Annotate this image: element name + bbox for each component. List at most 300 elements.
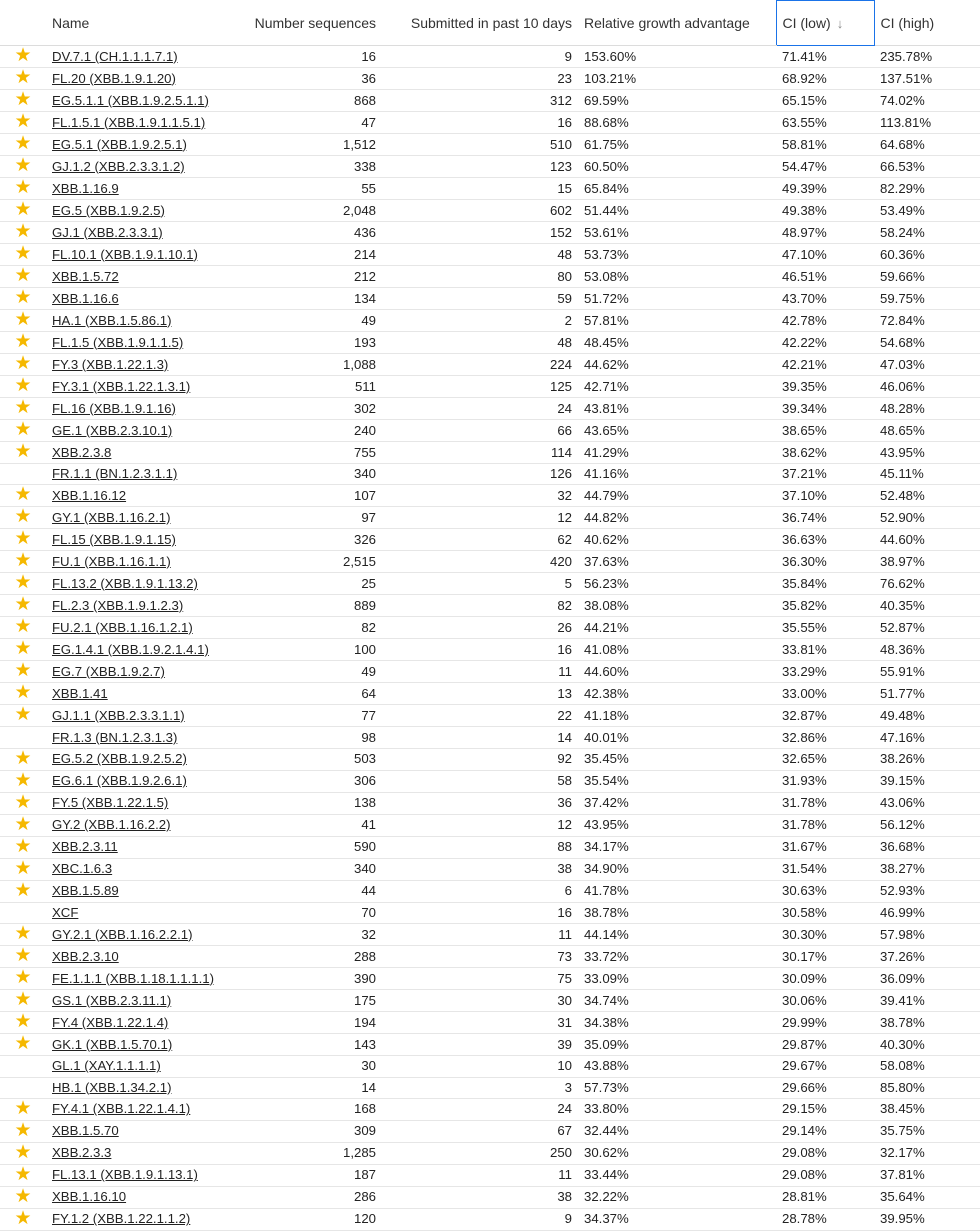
number-sequences-cell: 138 — [248, 792, 382, 814]
lineage-link[interactable]: FL.1.5.1 (XBB.1.9.1.1.5.1) — [52, 114, 206, 130]
table-row — [0, 924, 980, 946]
star-cell — [0, 705, 46, 727]
ci-high-cell: 55.91% — [874, 661, 980, 683]
lineage-link[interactable]: FL.16 (XBB.1.9.1.16) — [52, 400, 176, 416]
ci-low-cell: 63.55% — [776, 112, 874, 134]
star-icon: ★ — [14, 133, 32, 154]
name-cell — [46, 112, 248, 134]
submitted-past-10-days-cell: 12 — [382, 814, 578, 836]
relative-growth-advantage-cell: 48.45% — [578, 332, 776, 354]
header-ci-low-label: CI (low) — [782, 15, 831, 31]
submitted-past-10-days-cell: 30 — [382, 990, 578, 1012]
star-cell — [0, 617, 46, 639]
lineage-link[interactable]: FL.15 (XBB.1.9.1.15) — [52, 531, 176, 547]
name-cell — [46, 420, 248, 442]
lineage-link[interactable]: GJ.1.2 (XBB.2.3.3.1.2) — [52, 158, 185, 174]
star-cell — [0, 683, 46, 705]
name-cell — [46, 792, 248, 814]
star-cell — [0, 200, 46, 222]
ci-low-cell: 43.70% — [776, 288, 874, 310]
star-cell — [0, 1186, 46, 1208]
lineage-link[interactable]: FY.5 (XBB.1.22.1.5) — [52, 795, 169, 811]
ci-high-cell: 54.68% — [874, 332, 980, 354]
ci-low-cell: 35.82% — [776, 595, 874, 617]
lineage-link[interactable]: FY.3.1 (XBB.1.22.1.3.1) — [52, 378, 191, 394]
name-cell — [46, 946, 248, 968]
table-row — [0, 1077, 980, 1098]
header-relative-growth-advantage[interactable]: Relative growth advantage — [578, 1, 776, 46]
ci-high-cell: 32.17% — [874, 1142, 980, 1164]
number-sequences-cell: 390 — [248, 968, 382, 990]
lineage-link[interactable]: EG.7 (XBB.1.9.2.7) — [52, 663, 165, 679]
lineage-link[interactable]: FL.2.3 (XBB.1.9.1.2.3) — [52, 597, 184, 613]
submitted-past-10-days-cell: 22 — [382, 705, 578, 727]
ci-high-cell: 48.28% — [874, 398, 980, 420]
ci-high-cell: 38.26% — [874, 748, 980, 770]
star-cell — [0, 529, 46, 551]
lineage-link[interactable]: GL.1 (XAY.1.1.1.1) — [52, 1058, 161, 1074]
table-row — [0, 1142, 980, 1164]
star-cell — [0, 639, 46, 661]
submitted-past-10-days-cell: 11 — [382, 1164, 578, 1186]
ci-low-cell: 30.06% — [776, 990, 874, 1012]
number-sequences-cell: 134 — [248, 288, 382, 310]
table-row — [0, 573, 980, 595]
star-cell — [0, 332, 46, 354]
submitted-past-10-days-cell: 66 — [382, 420, 578, 442]
star-cell — [0, 1142, 46, 1164]
lineage-link[interactable]: FR.1.1 (BN.1.2.3.1.1) — [52, 466, 178, 482]
lineage-link[interactable]: XBB.2.3.3 — [52, 1145, 112, 1161]
number-sequences-cell: 187 — [248, 1164, 382, 1186]
lineage-link[interactable]: FL.1.5 (XBB.1.9.1.1.5) — [52, 334, 184, 350]
lineage-link[interactable]: FL.20 (XBB.1.9.1.20) — [52, 70, 176, 86]
submitted-past-10-days-cell: 80 — [382, 266, 578, 288]
submitted-past-10-days-cell: 114 — [382, 442, 578, 464]
table-row — [0, 420, 980, 442]
lineage-link[interactable]: GY.1 (XBB.1.16.2.1) — [52, 509, 171, 525]
star-icon: ★ — [14, 199, 32, 220]
submitted-past-10-days-cell: 152 — [382, 222, 578, 244]
lineage-link[interactable]: FY.4.1 (XBB.1.22.1.4.1) — [52, 1101, 191, 1117]
star-cell — [0, 814, 46, 836]
lineage-link[interactable]: XBC.1.6.3 — [52, 861, 113, 877]
star-icon: ★ — [14, 155, 32, 176]
lineage-link[interactable]: GK.1 (XBB.1.5.70.1) — [52, 1036, 173, 1052]
lineage-link[interactable]: DV.7.1 (CH.1.1.1.7.1) — [52, 48, 178, 64]
table-row — [0, 332, 980, 354]
lineage-link[interactable]: HB.1 (XBB.1.34.2.1) — [52, 1079, 172, 1095]
table-row — [0, 288, 980, 310]
relative-growth-advantage-cell: 60.50% — [578, 156, 776, 178]
submitted-past-10-days-cell: 16 — [382, 639, 578, 661]
submitted-past-10-days-cell: 6 — [382, 880, 578, 902]
name-cell — [46, 332, 248, 354]
number-sequences-cell: 193 — [248, 332, 382, 354]
submitted-past-10-days-cell: 12 — [382, 507, 578, 529]
lineage-link[interactable]: GS.1 (XBB.2.3.11.1) — [52, 992, 172, 1008]
lineage-link[interactable]: FL.13.1 (XBB.1.9.1.13.1) — [52, 1167, 198, 1183]
submitted-past-10-days-cell: 32 — [382, 485, 578, 507]
number-sequences-cell: 340 — [248, 464, 382, 485]
ci-high-cell: 48.65% — [874, 420, 980, 442]
table-row — [0, 617, 980, 639]
star-cell — [0, 1077, 46, 1098]
table-row — [0, 464, 980, 485]
lineage-link[interactable]: FE.1.1.1 (XBB.1.18.1.1.1.1) — [52, 970, 215, 986]
star-icon: ★ — [14, 638, 32, 660]
header-ci-high[interactable]: CI (high) — [874, 1, 980, 46]
ci-high-cell: 60.36% — [874, 244, 980, 266]
star-cell — [0, 661, 46, 683]
submitted-past-10-days-cell: 126 — [382, 464, 578, 485]
ci-low-cell: 29.15% — [776, 1098, 874, 1120]
number-sequences-cell: 436 — [248, 222, 382, 244]
star-icon: ★ — [14, 528, 32, 550]
ci-low-cell: 30.63% — [776, 880, 874, 902]
ci-high-cell: 113.81% — [874, 112, 980, 134]
star-cell — [0, 924, 46, 946]
number-sequences-cell: 36 — [248, 68, 382, 90]
lineage-link[interactable]: EG.5 (XBB.1.9.2.5) — [52, 202, 165, 218]
star-cell — [0, 178, 46, 200]
relative-growth-advantage-cell: 33.72% — [578, 946, 776, 968]
star-icon: ★ — [14, 682, 32, 704]
ci-low-cell: 36.74% — [776, 507, 874, 529]
ci-low-cell: 29.99% — [776, 1012, 874, 1034]
star-icon: ★ — [14, 45, 32, 66]
star-icon: ★ — [14, 1098, 32, 1119]
header-name[interactable]: Name — [46, 1, 248, 46]
number-sequences-cell: 30 — [248, 1056, 382, 1077]
table-row — [0, 814, 980, 836]
star-cell — [0, 573, 46, 595]
ci-low-cell: 29.08% — [776, 1164, 874, 1186]
ci-high-cell: 40.30% — [874, 1034, 980, 1056]
relative-growth-advantage-cell: 33.44% — [578, 1164, 776, 1186]
ci-low-cell: 42.22% — [776, 332, 874, 354]
table-row — [0, 595, 980, 617]
star-icon: ★ — [14, 397, 32, 418]
ci-high-cell: 56.12% — [874, 814, 980, 836]
lineage-link[interactable]: XBB.2.3.8 — [52, 444, 112, 460]
lineage-link[interactable]: FU.1 (XBB.1.16.1.1) — [52, 553, 171, 569]
submitted-past-10-days-cell: 510 — [382, 134, 578, 156]
relative-growth-advantage-cell: 44.21% — [578, 617, 776, 639]
submitted-past-10-days-cell: 602 — [382, 200, 578, 222]
number-sequences-cell: 82 — [248, 617, 382, 639]
ci-low-cell: 33.81% — [776, 639, 874, 661]
header-star — [0, 1, 46, 46]
number-sequences-cell: 309 — [248, 1120, 382, 1142]
ci-low-cell: 65.15% — [776, 90, 874, 112]
number-sequences-cell: 32 — [248, 924, 382, 946]
lineage-link[interactable]: FR.1.3 (BN.1.2.3.1.3) — [52, 729, 178, 745]
name-cell — [46, 1208, 248, 1230]
name-cell — [46, 1164, 248, 1186]
number-sequences-cell: 868 — [248, 90, 382, 112]
relative-growth-advantage-cell: 35.09% — [578, 1034, 776, 1056]
name-cell — [46, 1186, 248, 1208]
number-sequences-cell: 288 — [248, 946, 382, 968]
table-row — [0, 178, 980, 200]
ci-high-cell: 74.02% — [874, 90, 980, 112]
star-cell — [0, 551, 46, 573]
lineage-link[interactable]: XBB.1.5.72 — [52, 268, 119, 284]
relative-growth-advantage-cell: 44.60% — [578, 661, 776, 683]
name-cell — [46, 770, 248, 792]
table-row — [0, 705, 980, 727]
ci-high-cell: 58.24% — [874, 222, 980, 244]
table-row — [0, 1186, 980, 1208]
number-sequences-cell: 755 — [248, 442, 382, 464]
number-sequences-cell: 511 — [248, 376, 382, 398]
table-row — [0, 376, 980, 398]
name-cell — [46, 727, 248, 748]
table-row — [0, 68, 980, 90]
ci-low-cell: 42.21% — [776, 354, 874, 376]
name-cell — [46, 990, 248, 1012]
lineage-link[interactable]: XBB.2.3.10 — [52, 948, 119, 964]
relative-growth-advantage-cell: 42.71% — [578, 376, 776, 398]
ci-high-cell: 82.29% — [874, 178, 980, 200]
table-row — [0, 507, 980, 529]
submitted-past-10-days-cell: 125 — [382, 376, 578, 398]
lineage-link[interactable]: HA.1 (XBB.1.5.86.1) — [52, 312, 172, 328]
star-cell — [0, 1098, 46, 1120]
arrow-down-icon[interactable]: ↓ — [836, 16, 844, 31]
relative-growth-advantage-cell: 65.84% — [578, 178, 776, 200]
number-sequences-cell: 503 — [248, 748, 382, 770]
star-cell — [0, 222, 46, 244]
star-cell — [0, 464, 46, 485]
header-ci-low[interactable] — [776, 1, 874, 46]
star-cell — [0, 420, 46, 442]
ci-low-cell: 39.35% — [776, 376, 874, 398]
lineage-link[interactable]: XBB.1.41 — [52, 685, 108, 701]
star-cell — [0, 1120, 46, 1142]
relative-growth-advantage-cell: 40.62% — [578, 529, 776, 551]
number-sequences-cell: 168 — [248, 1098, 382, 1120]
star-cell — [0, 1034, 46, 1056]
name-cell — [46, 376, 248, 398]
star-cell — [0, 288, 46, 310]
table-row — [0, 792, 980, 814]
number-sequences-cell: 2,515 — [248, 551, 382, 573]
ci-high-cell: 49.48% — [874, 705, 980, 727]
star-icon: ★ — [14, 704, 32, 726]
relative-growth-advantage-cell: 41.16% — [578, 464, 776, 485]
ci-high-cell: 58.08% — [874, 1056, 980, 1077]
star-icon: ★ — [14, 89, 32, 110]
star-cell — [0, 376, 46, 398]
lineage-link[interactable]: XBB.1.5.70 — [52, 1123, 119, 1139]
ci-low-cell: 54.47% — [776, 156, 874, 178]
lineage-link[interactable]: GY.2 (XBB.1.16.2.2) — [52, 817, 171, 833]
ci-low-cell: 38.65% — [776, 420, 874, 442]
ci-low-cell: 29.08% — [776, 1142, 874, 1164]
header-row — [0, 1, 980, 46]
ci-low-cell: 29.87% — [776, 1034, 874, 1056]
table-row — [0, 748, 980, 770]
ci-high-cell: 48.36% — [874, 639, 980, 661]
table-row — [0, 727, 980, 748]
star-icon: ★ — [14, 419, 32, 440]
number-sequences-cell: 286 — [248, 1186, 382, 1208]
table-row — [0, 1012, 980, 1034]
ci-high-cell: 38.45% — [874, 1098, 980, 1120]
header-number-sequences[interactable]: Number sequences — [248, 1, 382, 46]
table-row — [0, 156, 980, 178]
lineage-link[interactable]: FL.13.2 (XBB.1.9.1.13.2) — [52, 575, 198, 591]
header-submitted-past-10-days[interactable]: Submitted in past 10 days — [382, 1, 578, 46]
ci-high-cell: 46.99% — [874, 902, 980, 923]
star-icon: ★ — [14, 265, 32, 286]
ci-low-cell: 33.29% — [776, 661, 874, 683]
number-sequences-cell: 143 — [248, 1034, 382, 1056]
lineage-link[interactable]: EG.6.1 (XBB.1.9.2.6.1) — [52, 773, 187, 789]
relative-growth-advantage-cell: 56.23% — [578, 573, 776, 595]
lineage-link[interactable]: GY.2.1 (XBB.1.16.2.2.1) — [52, 926, 193, 942]
star-cell — [0, 1056, 46, 1077]
lineage-link[interactable]: EG.5.1.1 (XBB.1.9.2.5.1.1) — [52, 92, 209, 108]
name-cell — [46, 617, 248, 639]
name-cell — [46, 310, 248, 332]
relative-growth-advantage-cell: 44.14% — [578, 924, 776, 946]
lineage-link[interactable]: EG.5.2 (XBB.1.9.2.5.2) — [52, 751, 187, 767]
submitted-past-10-days-cell: 48 — [382, 244, 578, 266]
submitted-past-10-days-cell: 59 — [382, 288, 578, 310]
lineage-link[interactable]: XBB.1.16.12 — [52, 487, 127, 503]
relative-growth-advantage-cell: 35.45% — [578, 748, 776, 770]
number-sequences-cell: 194 — [248, 1012, 382, 1034]
lineage-link[interactable]: EG.1.4.1 (XBB.1.9.2.1.4.1) — [52, 641, 209, 657]
lineage-link[interactable]: XBB.1.16.6 — [52, 290, 119, 306]
number-sequences-cell: 1,285 — [248, 1142, 382, 1164]
name-cell — [46, 814, 248, 836]
ci-low-cell: 31.78% — [776, 814, 874, 836]
star-icon: ★ — [14, 967, 32, 989]
number-sequences-cell: 306 — [248, 770, 382, 792]
lineage-link[interactable]: GJ.1.1 (XBB.2.3.3.1.1) — [52, 707, 185, 723]
lineage-link[interactable]: FY.1.2 (XBB.1.22.1.1.2) — [52, 1211, 191, 1227]
number-sequences-cell: 25 — [248, 573, 382, 595]
lineage-link[interactable]: XBB.1.5.89 — [52, 883, 119, 899]
ci-low-cell: 49.39% — [776, 178, 874, 200]
lineage-link[interactable]: XCF — [52, 904, 79, 920]
lineage-link[interactable]: XBB.1.16.9 — [52, 180, 119, 196]
lineage-link[interactable]: FU.2.1 (XBB.1.16.1.2.1) — [52, 619, 193, 635]
submitted-past-10-days-cell: 38 — [382, 1186, 578, 1208]
table-row — [0, 551, 980, 573]
ci-high-cell: 52.87% — [874, 617, 980, 639]
star-cell — [0, 354, 46, 376]
submitted-past-10-days-cell: 58 — [382, 770, 578, 792]
name-cell — [46, 1056, 248, 1077]
submitted-past-10-days-cell: 9 — [382, 1208, 578, 1230]
submitted-past-10-days-cell: 67 — [382, 1120, 578, 1142]
ci-high-cell: 40.35% — [874, 595, 980, 617]
table-row — [0, 770, 980, 792]
ci-low-cell: 33.00% — [776, 683, 874, 705]
number-sequences-cell: 70 — [248, 902, 382, 923]
ci-low-cell: 46.51% — [776, 266, 874, 288]
ci-low-cell: 35.84% — [776, 573, 874, 595]
number-sequences-cell: 41 — [248, 814, 382, 836]
lineage-link[interactable]: XBB.1.16.10 — [52, 1189, 127, 1205]
table-row — [0, 683, 980, 705]
ci-high-cell: 38.97% — [874, 551, 980, 573]
lineage-link[interactable]: GJ.1 (XBB.2.3.3.1) — [52, 224, 163, 240]
ci-high-cell: 39.15% — [874, 770, 980, 792]
number-sequences-cell: 14 — [248, 1077, 382, 1098]
ci-low-cell: 39.34% — [776, 398, 874, 420]
name-cell — [46, 266, 248, 288]
number-sequences-cell: 100 — [248, 639, 382, 661]
lineage-link[interactable]: GE.1 (XBB.2.3.10.1) — [52, 422, 173, 438]
submitted-past-10-days-cell: 14 — [382, 727, 578, 748]
number-sequences-cell: 240 — [248, 420, 382, 442]
table-row — [0, 1120, 980, 1142]
relative-growth-advantage-cell: 41.18% — [578, 705, 776, 727]
ci-high-cell: 47.03% — [874, 354, 980, 376]
table-row — [0, 310, 980, 332]
submitted-past-10-days-cell: 5 — [382, 573, 578, 595]
submitted-past-10-days-cell: 123 — [382, 156, 578, 178]
lineage-link[interactable]: FY.4 (XBB.1.22.1.4) — [52, 1014, 169, 1030]
star-cell — [0, 946, 46, 968]
lineage-link[interactable]: FY.3 (XBB.1.22.1.3) — [52, 356, 169, 372]
relative-growth-advantage-cell: 43.65% — [578, 420, 776, 442]
submitted-past-10-days-cell: 24 — [382, 398, 578, 420]
star-icon: ★ — [14, 792, 32, 813]
ci-high-cell: 44.60% — [874, 529, 980, 551]
relative-growth-advantage-cell: 43.88% — [578, 1056, 776, 1077]
relative-growth-advantage-cell: 69.59% — [578, 90, 776, 112]
star-icon: ★ — [14, 375, 32, 396]
submitted-past-10-days-cell: 16 — [382, 112, 578, 134]
relative-growth-advantage-cell: 88.68% — [578, 112, 776, 134]
ci-high-cell: 37.26% — [874, 946, 980, 968]
relative-growth-advantage-cell: 103.21% — [578, 68, 776, 90]
number-sequences-cell: 889 — [248, 595, 382, 617]
star-icon: ★ — [14, 441, 32, 462]
name-cell — [46, 244, 248, 266]
star-icon: ★ — [14, 1120, 32, 1141]
star-cell — [0, 836, 46, 858]
table-row — [0, 266, 980, 288]
submitted-past-10-days-cell: 9 — [382, 46, 578, 68]
name-cell — [46, 902, 248, 923]
lineage-link[interactable]: FL.10.1 (XBB.1.9.1.10.1) — [52, 246, 198, 262]
ci-high-cell: 43.06% — [874, 792, 980, 814]
ci-low-cell: 68.92% — [776, 68, 874, 90]
submitted-past-10-days-cell: 250 — [382, 1142, 578, 1164]
table-row — [0, 661, 980, 683]
star-icon: ★ — [14, 243, 32, 264]
name-cell — [46, 1142, 248, 1164]
lineage-link[interactable]: XBB.2.3.11 — [52, 839, 118, 855]
submitted-past-10-days-cell: 11 — [382, 661, 578, 683]
submitted-past-10-days-cell: 420 — [382, 551, 578, 573]
name-cell — [46, 1098, 248, 1120]
submitted-past-10-days-cell: 36 — [382, 792, 578, 814]
ci-high-cell: 59.75% — [874, 288, 980, 310]
relative-growth-advantage-cell: 61.75% — [578, 134, 776, 156]
table-row — [0, 90, 980, 112]
number-sequences-cell: 97 — [248, 507, 382, 529]
lineage-link[interactable]: EG.5.1 (XBB.1.9.2.5.1) — [52, 136, 187, 152]
